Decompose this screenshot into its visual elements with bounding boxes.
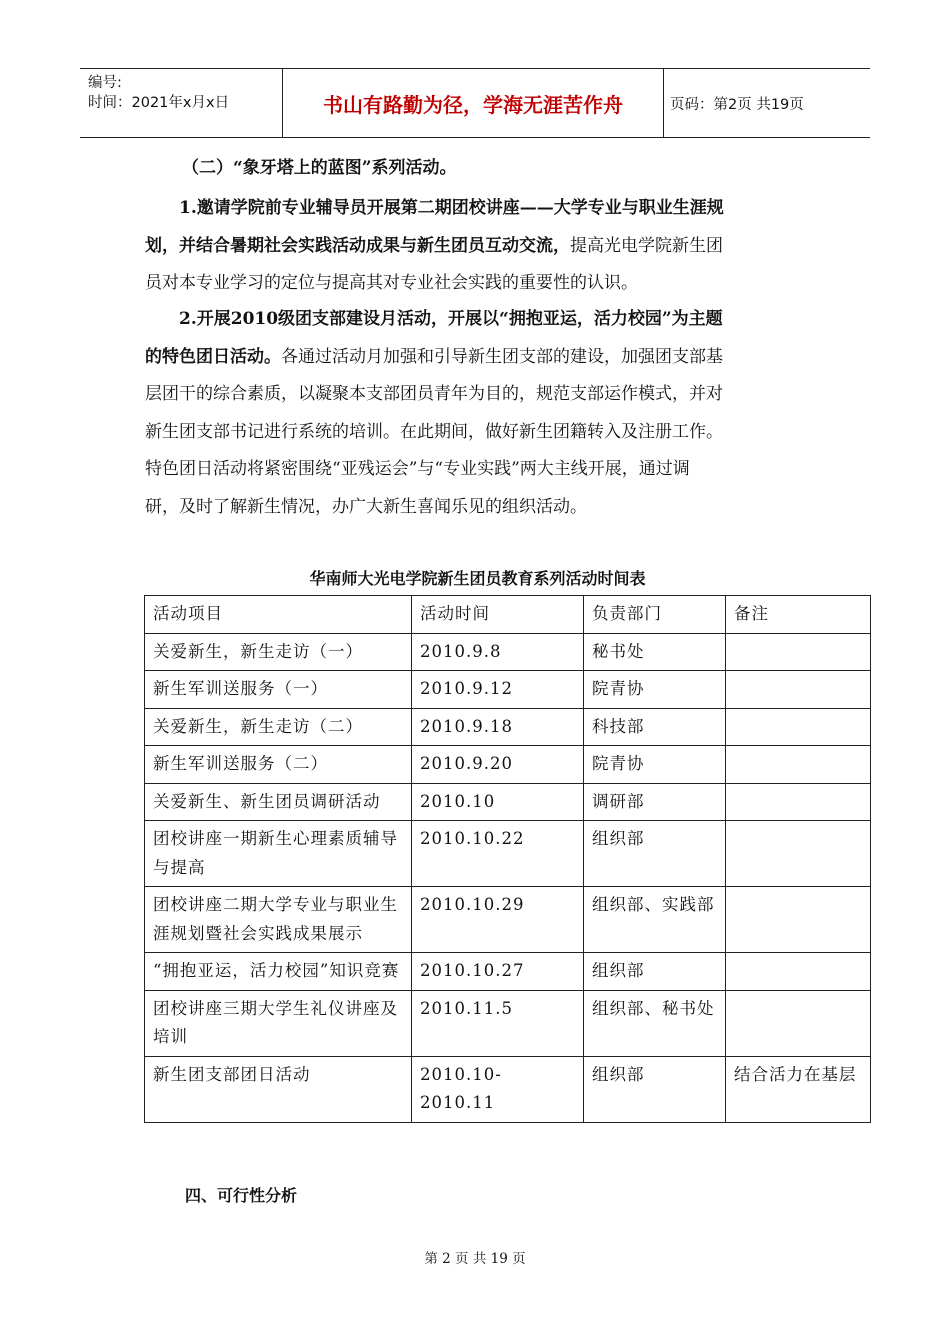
table-header-cell: 备注	[726, 596, 871, 634]
page-footer: 第 2 页 共 19 页	[424, 1251, 526, 1267]
section-heading-feasibility: 四、可行性分析	[185, 1186, 298, 1205]
table-cell: 2010.10.29	[412, 887, 584, 953]
item1-line-2-bold: 划，并结合暑期社会实践活动成果与新生团员互动交流，	[145, 235, 570, 256]
table-cell: “拥抱亚运，活力校园”知识竞赛	[145, 953, 412, 991]
table-cell: 院青协	[584, 746, 726, 784]
table-cell: 关爱新生，新生走访（一）	[145, 633, 412, 671]
table-title: 华南师大光电学院新生团员教育系列活动时间表	[309, 569, 646, 588]
header-motto: 书山有路勤为径，学海无涯苦作舟	[282, 69, 664, 137]
header-time-label: 时间：2021年x月x日	[88, 95, 230, 111]
table-cell	[726, 783, 871, 821]
table-row	[145, 887, 871, 953]
table-cell: 新生军训送服务（一）	[145, 671, 412, 709]
table-cell: 2010.9.18	[412, 708, 584, 746]
table-cell	[726, 953, 871, 991]
table-cell	[726, 821, 871, 887]
table-cell: 团校讲座三期大学生礼仪讲座及培训	[145, 990, 412, 1056]
item1-line-3: 员对本专业学习的定位与提高其对专业社会实践的重要性的认识。	[145, 273, 638, 293]
table-cell: 团校讲座一期新生心理素质辅导与提高	[145, 821, 412, 887]
table-cell	[726, 990, 871, 1056]
table-row	[145, 1056, 871, 1122]
table-cell: 2010.9.12	[412, 671, 584, 709]
table-row	[145, 783, 871, 821]
table-row	[145, 821, 871, 887]
section-title: （二）“象牙塔上的蓝图”系列活动。	[182, 158, 457, 178]
schedule-table	[144, 595, 871, 1123]
item2-line-4: 新生团支部书记进行系统的培训。在此期间，做好新生团籍转入及注册工作。	[145, 421, 723, 442]
table-row	[145, 990, 871, 1056]
table-cell: 2010.10.27	[412, 953, 584, 991]
item1-line-2-normal: 提高光电学院新生团	[570, 235, 723, 256]
table-cell: 新生军训送服务（二）	[145, 746, 412, 784]
table-cell: 2010.10-2010.11	[412, 1056, 584, 1122]
table-cell: 2010.11.5	[412, 990, 584, 1056]
table-cell: 秘书处	[584, 633, 726, 671]
table-header-cell: 负责部门	[584, 596, 726, 634]
item2-line-2-normal: 各通过活动月加强和引导新生团支部的建设，加强团支部基	[281, 346, 723, 367]
table-cell: 关爱新生，新生走访（二）	[145, 708, 412, 746]
table-cell: 组织部	[584, 953, 726, 991]
table-header-row	[145, 596, 871, 634]
item1-line-1: 1.邀请学院前专业辅导员开展第二期团校讲座——大学专业与职业生涯规	[179, 198, 724, 218]
item2-line-3: 层团干的综合素质，以凝聚本支部团员青年为目的，规范支部运作模式，并对	[145, 384, 723, 404]
item2-line-5: 特色团日活动将紧密围绕“亚残运会”与“专业实践”两大主线开展，通过调	[145, 459, 690, 479]
table-cell: 组织部	[584, 821, 726, 887]
table-cell: 调研部	[584, 783, 726, 821]
item2-line-2-bold: 的特色团日活动。	[145, 346, 281, 367]
header-page-label: 页码：第2页 共19页	[670, 97, 804, 113]
table-cell	[726, 633, 871, 671]
table-cell	[726, 671, 871, 709]
paragraph-item-1	[145, 190, 810, 303]
table-header-cell: 活动项目	[145, 596, 412, 634]
paragraph-item-2	[145, 301, 810, 526]
item2-line-6: 研，及时了解新生情况，办广大新生喜闻乐见的组织活动。	[145, 496, 587, 517]
table-cell	[726, 708, 871, 746]
table-row	[145, 708, 871, 746]
table-cell: 2010.10	[412, 783, 584, 821]
table-row	[145, 671, 871, 709]
table-cell: 新生团支部团日活动	[145, 1056, 412, 1122]
table-header-cell: 活动时间	[412, 596, 584, 634]
table-cell: 组织部、秘书处	[584, 990, 726, 1056]
table-cell: 团校讲座二期大学专业与职业生涯规划暨社会实践成果展示	[145, 887, 412, 953]
table-cell: 组织部	[584, 1056, 726, 1122]
page-header	[80, 68, 870, 138]
table-cell: 2010.9.8	[412, 633, 584, 671]
table-cell: 科技部	[584, 708, 726, 746]
table-cell: 2010.9.20	[412, 746, 584, 784]
item2-line-2	[145, 339, 810, 377]
item2-line-1: 2.开展2010级团支部建设月活动，开展以“拥抱亚运，活力校园”为主题	[179, 309, 723, 329]
table-row	[145, 633, 871, 671]
table-cell: 2010.10.22	[412, 821, 584, 887]
table-cell: 结合活力在基层	[726, 1056, 871, 1122]
table-row	[145, 953, 871, 991]
table-cell	[726, 887, 871, 953]
table-cell: 组织部、实践部	[584, 887, 726, 953]
header-meta	[88, 73, 284, 113]
table-row	[145, 746, 871, 784]
table-cell	[726, 746, 871, 784]
table-cell: 关爱新生、新生团员调研活动	[145, 783, 412, 821]
table-cell: 院青协	[584, 671, 726, 709]
header-number-label: 编号:	[88, 75, 122, 91]
item1-line-2	[145, 228, 810, 266]
